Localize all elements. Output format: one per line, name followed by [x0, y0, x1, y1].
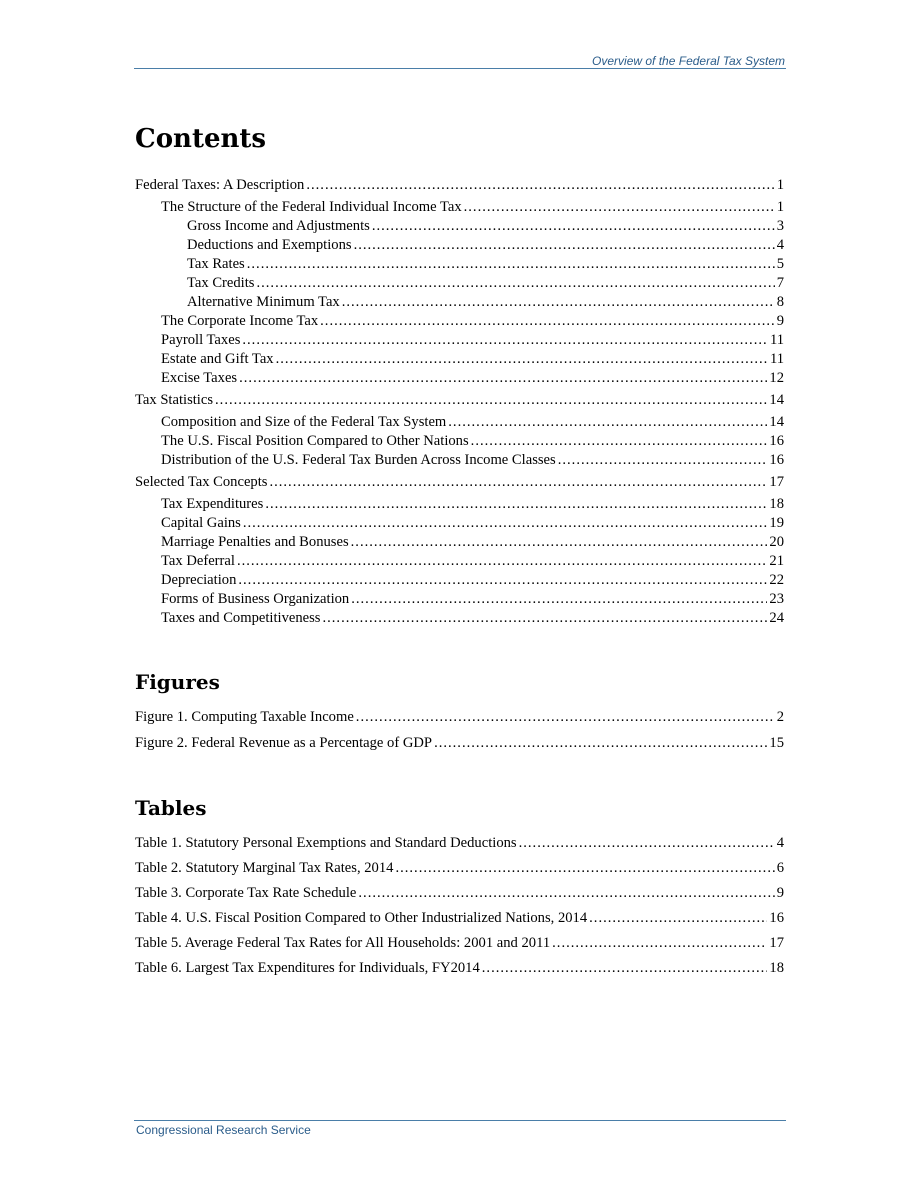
toc-entry-label: Depreciation	[161, 572, 237, 588]
toc-entry-label: Federal Taxes: A Description	[135, 177, 305, 193]
table-entry[interactable]	[135, 884, 784, 903]
dot-leader	[395, 859, 774, 878]
dot-leader	[238, 571, 767, 590]
toc-entry-label: Deductions and Exemptions	[187, 237, 352, 253]
dot-leader	[243, 514, 768, 533]
toc-entry-label: Table 3. Corporate Tax Rate Schedule	[135, 885, 357, 901]
toc-entry-label: Estate and Gift Tax	[161, 351, 274, 367]
toc-entry-label: Alternative Minimum Tax	[187, 294, 340, 310]
table-entry[interactable]	[135, 934, 784, 953]
toc-entry-label: Marriage Penalties and Bonuses	[161, 534, 349, 550]
toc-entry-page-number: 24	[769, 610, 784, 626]
dot-leader	[269, 473, 767, 492]
toc-entry-page-number: 1	[776, 177, 784, 193]
toc-entry-page-number: 18	[769, 960, 784, 976]
figures-heading: Figures	[135, 670, 220, 694]
toc-entry[interactable]	[135, 495, 784, 514]
tables-list	[135, 834, 784, 978]
dot-leader	[589, 909, 767, 928]
dot-leader	[358, 884, 774, 903]
contents-list	[135, 176, 784, 628]
toc-entry-page-number: 4	[776, 237, 784, 253]
dot-leader	[482, 959, 768, 978]
toc-entry-label: Table 4. U.S. Fiscal Position Compared to Other Industrialized Nations, 2014	[135, 910, 588, 926]
tables-heading: Tables	[135, 796, 207, 820]
toc-entry-label: Table 5. Average Federal Tax Rates for All Households: 2001 and 2011	[135, 935, 551, 951]
toc-entry[interactable]	[135, 391, 784, 410]
toc-entry-page-number: 8	[776, 294, 784, 310]
figure-entry[interactable]	[135, 734, 784, 753]
toc-entry[interactable]	[135, 293, 784, 312]
dot-leader	[239, 369, 767, 388]
dot-leader	[448, 413, 767, 432]
toc-entry-page-number: 11	[769, 332, 784, 348]
toc-entry-page-number: 5	[776, 256, 784, 272]
toc-entry-label: Taxes and Competitiveness	[161, 610, 321, 626]
dot-leader	[552, 934, 767, 953]
toc-entry-page-number: 16	[769, 452, 784, 468]
toc-entry-label: Gross Income and Adjustments	[187, 218, 370, 234]
dot-leader	[354, 236, 775, 255]
toc-entry-page-number: 16	[769, 433, 784, 449]
figures-list	[135, 708, 784, 753]
header-divider	[134, 68, 786, 69]
dot-leader	[256, 274, 774, 293]
toc-entry[interactable]	[135, 451, 784, 470]
toc-entry[interactable]	[135, 331, 784, 350]
toc-entry-label: Payroll Taxes	[161, 332, 241, 348]
dot-leader	[351, 590, 767, 609]
dot-leader	[464, 198, 775, 217]
toc-entry[interactable]	[135, 312, 784, 331]
figure-entry[interactable]	[135, 708, 784, 727]
dot-leader	[342, 293, 775, 312]
toc-entry-page-number: 20	[769, 534, 784, 550]
toc-entry-label: Distribution of the U.S. Federal Tax Burden Across Income Classes	[161, 452, 556, 468]
toc-entry-label: Selected Tax Concepts	[135, 474, 268, 490]
toc-entry-label: Forms of Business Organization	[161, 591, 350, 607]
toc-entry-page-number: 22	[769, 572, 784, 588]
toc-entry-page-number: 14	[769, 392, 784, 408]
toc-entry[interactable]	[135, 473, 784, 492]
table-entry[interactable]	[135, 959, 784, 978]
toc-entry[interactable]	[135, 274, 784, 293]
toc-entry-label: Figure 1. Computing Taxable Income	[135, 709, 354, 725]
dot-leader	[434, 734, 767, 753]
toc-entry-page-number: 7	[776, 275, 784, 291]
toc-entry-label: Tax Rates	[187, 256, 245, 272]
toc-entry-page-number: 17	[769, 474, 784, 490]
toc-entry-page-number: 16	[769, 910, 784, 926]
footer-divider	[134, 1120, 786, 1121]
toc-entry-label: Excise Taxes	[161, 370, 238, 386]
toc-entry[interactable]	[135, 217, 784, 236]
toc-entry-page-number: 21	[769, 553, 784, 569]
toc-entry[interactable]	[135, 198, 784, 217]
toc-entry[interactable]	[135, 552, 784, 571]
toc-entry-page-number: 14	[769, 414, 784, 430]
dot-leader	[351, 533, 768, 552]
toc-entry[interactable]	[135, 369, 784, 388]
toc-entry[interactable]	[135, 571, 784, 590]
toc-entry-page-number: 6	[776, 860, 784, 876]
toc-entry-label: Tax Deferral	[161, 553, 235, 569]
toc-entry-page-number: 4	[776, 835, 784, 851]
dot-leader	[276, 350, 768, 369]
toc-entry-page-number: 19	[769, 515, 784, 531]
table-entry[interactable]	[135, 909, 784, 928]
toc-entry-label: Table 2. Statutory Marginal Tax Rates, 2014	[135, 860, 394, 876]
dot-leader	[471, 432, 768, 451]
toc-entry-label: Table 6. Largest Tax Expenditures for Individuals, FY2014	[135, 960, 480, 976]
toc-entry[interactable]	[135, 609, 784, 628]
dot-leader	[356, 708, 775, 727]
toc-entry-label: The U.S. Fiscal Position Compared to Other Nations	[161, 433, 469, 449]
dot-leader	[215, 391, 767, 410]
table-entry[interactable]	[135, 859, 784, 878]
toc-entry-label: Tax Statistics	[135, 392, 214, 408]
toc-entry[interactable]	[135, 413, 784, 432]
toc-entry-page-number: 9	[776, 313, 784, 329]
dot-leader	[320, 312, 775, 331]
toc-entry[interactable]	[135, 255, 784, 274]
dot-leader	[237, 552, 767, 571]
toc-entry[interactable]	[135, 533, 784, 552]
footer-org-name: Congressional Research Service	[136, 1123, 311, 1137]
toc-entry-label: Tax Expenditures	[161, 496, 264, 512]
toc-entry-page-number: 23	[769, 591, 784, 607]
toc-entry-label: Capital Gains	[161, 515, 241, 531]
dot-leader	[242, 331, 768, 350]
toc-entry-page-number: 11	[769, 351, 784, 367]
toc-entry[interactable]	[135, 176, 784, 195]
running-header-title: Overview of the Federal Tax System	[592, 54, 785, 68]
toc-entry[interactable]	[135, 514, 784, 533]
dot-leader	[306, 176, 774, 195]
dot-leader	[247, 255, 775, 274]
contents-heading: Contents	[135, 124, 267, 154]
toc-entry-label: The Corporate Income Tax	[161, 313, 319, 329]
toc-entry-label: Figure 2. Federal Revenue as a Percentage of GDP	[135, 735, 433, 751]
toc-entry[interactable]	[135, 590, 784, 609]
toc-entry-label: Tax Credits	[187, 275, 255, 291]
toc-entry-page-number: 1	[776, 199, 784, 215]
toc-entry-page-number: 15	[769, 735, 784, 751]
dot-leader	[558, 451, 768, 470]
dot-leader	[372, 217, 775, 236]
toc-entry[interactable]	[135, 432, 784, 451]
toc-entry[interactable]	[135, 236, 784, 255]
toc-entry-page-number: 9	[776, 885, 784, 901]
table-entry[interactable]	[135, 834, 784, 853]
toc-entry-label: The Structure of the Federal Individual Income Tax	[161, 199, 462, 215]
toc-entry-page-number: 2	[776, 709, 784, 725]
toc-entry-label: Composition and Size of the Federal Tax System	[161, 414, 447, 430]
toc-entry-page-number: 18	[769, 496, 784, 512]
toc-entry-page-number: 12	[769, 370, 784, 386]
toc-entry[interactable]	[135, 350, 784, 369]
dot-leader	[265, 495, 767, 514]
dot-leader	[519, 834, 775, 853]
toc-entry-label: Table 1. Statutory Personal Exemptions and Standard Deductions	[135, 835, 517, 851]
dot-leader	[322, 609, 767, 628]
toc-entry-page-number: 3	[776, 218, 784, 234]
toc-entry-page-number: 17	[769, 935, 784, 951]
